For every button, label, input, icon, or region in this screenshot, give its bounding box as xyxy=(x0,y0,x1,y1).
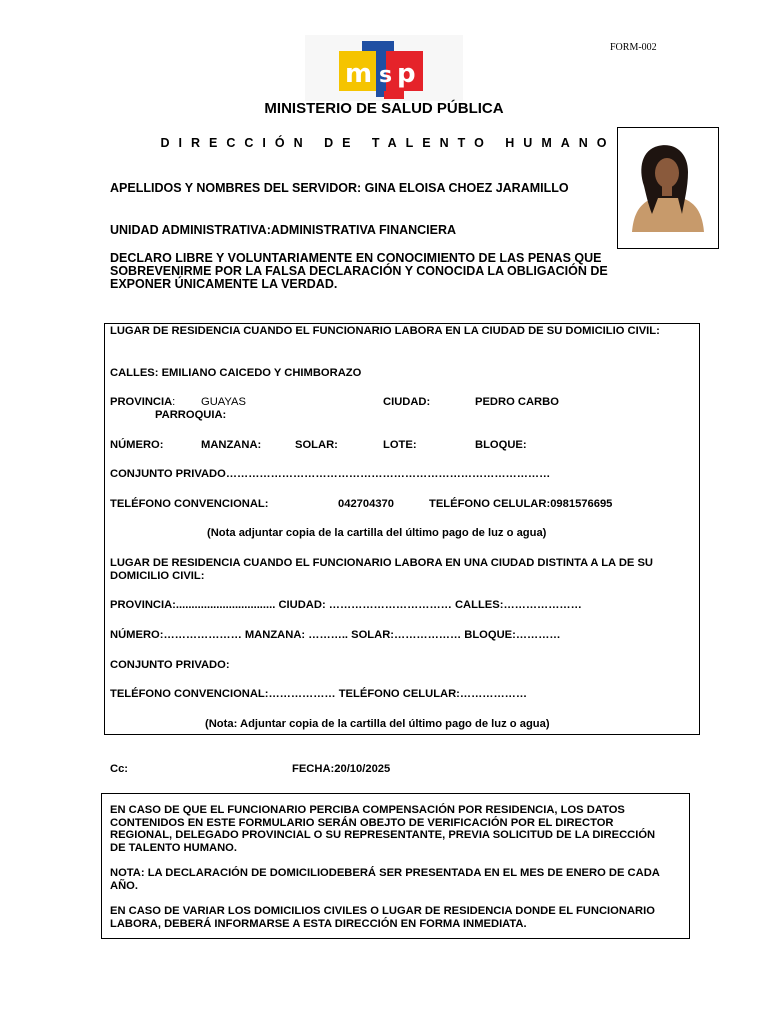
direction-title: DIRECCIÓN DE TALENTO HUMANO xyxy=(160,136,616,150)
province-value: GUAYAS xyxy=(201,396,246,408)
ministry-title: MINISTERIO DE SALUD PÚBLICA xyxy=(264,100,504,117)
residence-other-heading: LUGAR DE RESIDENCIA CUANDO EL FUNCIONARIO LABORA EN UNA CIUDAD DISTINTA A LA DE SU DOMICILIO CIVIL: xyxy=(110,557,654,582)
number-label: NÚMERO: xyxy=(110,439,164,451)
notes-paragraph-2: NOTA: LA DECLARACIÓN DE DOMICILIODEBERÁ SER PRESENTADA EN EL MES DE ENERO DE CADA AÑO. xyxy=(110,867,660,892)
province-label xyxy=(110,396,175,408)
notes-paragraph-1: EN CASO DE QUE EL FUNCIONARIO PERCIBA COMPENSACIÓN POR RESIDENCIA, LOS DATOS CONTENIDOS EN ESTE FORMULARIO SERÁN OBEJTO DE VERIFICACIÓN POR EL DIRECTOR REGIONAL, DELEGADO PROVINCIAL O SU REPRESENTANTE, PREVIA SOLICITUD DE LA DIRECCIÓN DE TALENTO HUMANO. xyxy=(110,804,656,854)
streets-line: CALLES: EMILIANO CAICEDO Y CHIMBORAZO xyxy=(110,367,362,379)
notes-paragraph-3: EN CASO DE VARIAR LOS DOMICILIOS CIVILES O LUGAR DE RESIDENCIA DONDE EL FUNCIONARIO LABORA, DEBERÁ INFORMARSE A ESTA DIRECCIÓN EN FORMA INMEDIATA. xyxy=(110,905,655,930)
lot-label: SOLAR: xyxy=(295,439,338,451)
svg-text:m: m xyxy=(345,59,373,89)
servant-photo xyxy=(617,127,719,249)
form-code: FORM-002 xyxy=(610,42,657,53)
other-province-line: PROVINCIA:................................ CIUDAD: …………………………… CALLES:………………… xyxy=(110,599,582,611)
residence-same-note: (Nota adjuntar copia de la cartilla del último pago de luz o agua) xyxy=(207,527,547,539)
province-separator: : xyxy=(172,396,176,408)
other-phones-line: TELÉFONO CONVENCIONAL:……………… TELÉFONO CELULAR:……………… xyxy=(110,688,528,700)
lote-label: LOTE: xyxy=(383,439,417,451)
other-number-line: NÚMERO:………………… MANZANA: ……….. SOLAR:……………… BLOQUE:………… xyxy=(110,629,561,641)
private-complex-line: CONJUNTO PRIVADO…………………………………………………………………………… xyxy=(110,468,551,480)
other-private-complex: CONJUNTO PRIVADO: xyxy=(110,659,230,671)
svg-text:p: p xyxy=(397,59,416,89)
servant-name-line: APELLIDOS Y NOMBRES DEL SERVIDOR: GINA ELOISA CHOEZ JARAMILLO xyxy=(110,181,569,195)
msp-logo-graphic xyxy=(305,35,463,101)
date-line: FECHA:20/10/2025 xyxy=(292,763,391,775)
landline-label: TELÉFONO CONVENCIONAL: xyxy=(110,498,269,510)
administrative-unit-line: UNIDAD ADMINISTRATIVA:ADMINISTRATIVA FINANCIERA xyxy=(110,223,457,237)
building-label: BLOQUE: xyxy=(475,439,527,451)
landline-value: 042704370 xyxy=(338,498,394,510)
cc-label: Cc: xyxy=(110,763,129,775)
mobile-line: TELÉFONO CELULAR:0981576695 xyxy=(429,498,613,510)
block-label: MANZANA: xyxy=(201,439,262,451)
person-photo-icon xyxy=(618,128,718,248)
city-value: PEDRO CARBO xyxy=(475,396,559,408)
province-label-text: PROVINCIA xyxy=(110,396,173,408)
msp-logo xyxy=(305,35,463,101)
residence-same-heading: LUGAR DE RESIDENCIA CUANDO EL FUNCIONARIO LABORA EN LA CIUDAD DE SU DOMICILIO CIVIL: xyxy=(110,325,660,337)
city-label: CIUDAD: xyxy=(383,396,431,408)
residence-other-note: (Nota: Adjuntar copia de la cartilla del último pago de luz o agua) xyxy=(205,718,550,730)
svg-text:s: s xyxy=(379,63,393,88)
declaration-text: DECLARO LIBRE Y VOLUNTARIAMENTE EN CONOCIMIENTO DE LAS PENAS QUE SOBREVENIRME POR LA FALSA DECLARACIÓN Y CONOCIDA LA OBLIGACIÓN DE EXPONER ÚNICAMENTE LA VERDAD. xyxy=(110,251,608,291)
parish-label: PARROQUIA: xyxy=(155,409,227,421)
